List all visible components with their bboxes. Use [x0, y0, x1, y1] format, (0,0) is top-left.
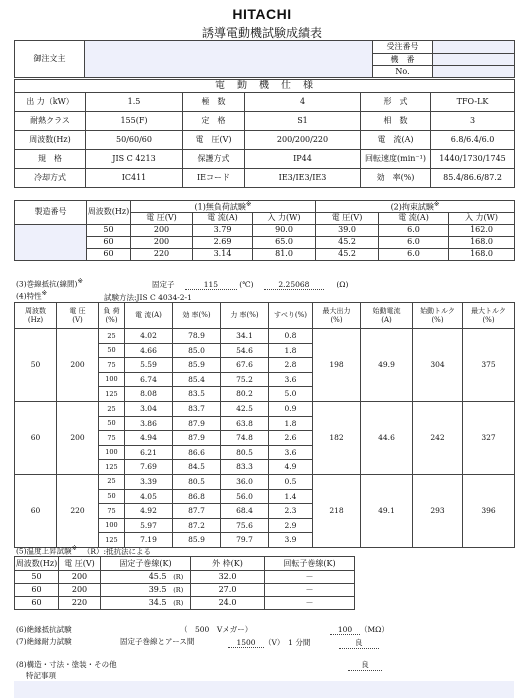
perf-cell: 2.8	[269, 358, 313, 373]
perf-cell: 56.0	[221, 489, 269, 504]
perf-cell: 125	[99, 533, 125, 548]
insulation-resistance-label: (6)絶縁抵抗試験	[16, 625, 72, 634]
perf-cell: 0.8	[269, 329, 313, 344]
perf-col-header: 最大出力 (%)	[313, 303, 361, 329]
winding-resistance-line: (3)巻線抵抗(線間)※	[16, 278, 83, 289]
no-field	[433, 66, 515, 78]
perf-cell: 25	[99, 401, 125, 416]
temp-cell: 50	[15, 571, 59, 584]
spec-value: IC411	[86, 169, 183, 188]
perf-cell: 86.8	[173, 489, 221, 504]
spec-value: 1440/1730/1745	[431, 150, 515, 169]
noload-cell: 168.0	[449, 236, 515, 248]
perf-freq: 60	[15, 474, 57, 547]
perf-col-header: 電 圧 (V)	[57, 303, 99, 329]
spec-label: 電 流(A)	[361, 131, 431, 150]
perf-cell: 6.21	[125, 445, 173, 460]
perf-cell: 100	[99, 445, 125, 460]
noload-cell: 65.0	[253, 236, 316, 248]
serial-no-field	[15, 224, 87, 260]
withstand-desc: 固定子巻線とアース間	[120, 637, 195, 646]
receipt-no-label: 受注番号	[373, 41, 433, 54]
perf-voltage: 220	[57, 474, 99, 547]
receipt-no-field	[433, 41, 515, 54]
spec-label: 保護方式	[183, 150, 245, 169]
machine-no-label: 機 番	[373, 54, 433, 66]
spec-value: TFO-LK	[431, 93, 515, 112]
characteristics-label: (4)特性※	[16, 290, 47, 301]
perf-cell: 5.0	[269, 387, 313, 402]
perf-start-i: 44.6	[361, 401, 413, 474]
perf-voltage: 200	[57, 329, 99, 402]
noload-cell: 168.0	[449, 248, 515, 260]
insulation-value: 100 （MΩ）	[330, 624, 389, 635]
spec-value: JIS C 4213	[86, 150, 183, 169]
spec-title: 電 動 機 仕 様	[15, 80, 515, 93]
structure-result: 良	[348, 659, 382, 671]
order-table	[14, 40, 515, 78]
perf-cell: 83.7	[173, 401, 221, 416]
noload-cell: 3.14	[193, 248, 253, 260]
perf-cell: 75.6	[221, 518, 269, 533]
perf-cell: 86.6	[173, 445, 221, 460]
noload-col-header: 入 力(W)	[449, 212, 515, 224]
document-title: 誘導電動機試験成績表	[201, 26, 322, 40]
perf-freq: 60	[15, 401, 57, 474]
perf-col-header: 最大トルク (%)	[463, 303, 515, 329]
noload-cell: 81.0	[253, 248, 316, 260]
perf-col-header: すべり(%)	[269, 303, 313, 329]
perf-cell: 3.6	[269, 372, 313, 387]
spec-value: 1.5	[86, 93, 183, 112]
structure-label: (8)構造・寸法・塗装・その他	[16, 660, 117, 669]
perf-cell: 74.8	[221, 431, 269, 446]
temp-cell: －	[265, 571, 355, 584]
temp-col-header: 外 枠(K)	[191, 557, 265, 571]
temp-cell: －	[265, 584, 355, 597]
spec-label: 冷却方式	[15, 169, 86, 188]
company-logo: HITACHI	[232, 6, 292, 22]
perf-cell: 2.3	[269, 504, 313, 519]
perf-cell: 1.8	[269, 416, 313, 431]
perf-cell: 87.9	[173, 431, 221, 446]
perf-cell: 50	[99, 489, 125, 504]
perf-cell: 1.4	[269, 489, 313, 504]
spec-label: 相 数	[361, 112, 431, 131]
temp-cell: 34.5	[101, 597, 167, 610]
perf-start-t: 293	[413, 474, 463, 547]
perf-freq: 50	[15, 329, 57, 402]
spec-value: S1	[245, 112, 361, 131]
perf-cell: 6.74	[125, 372, 173, 387]
perf-voltage: 200	[57, 401, 99, 474]
serial-no-label: 製造番号	[15, 201, 87, 225]
temp-cell: 27.0	[191, 584, 265, 597]
perf-cell: 85.0	[173, 343, 221, 358]
perf-cell: 5.59	[125, 358, 173, 373]
perf-max-t: 327	[463, 401, 515, 474]
spec-label: 定 格	[183, 112, 245, 131]
perf-cell: 1.8	[269, 343, 313, 358]
perf-cell: 7.19	[125, 533, 173, 548]
noload-col-header: 電 流(A)	[379, 212, 449, 224]
noload-cell: 200	[131, 224, 193, 236]
noload-col-header: 入 力(W)	[253, 212, 316, 224]
perf-cell: 4.05	[125, 489, 173, 504]
perf-cell: 4.94	[125, 431, 173, 446]
noload-table	[14, 200, 515, 261]
perf-cell: 100	[99, 372, 125, 387]
perf-cell: 85.9	[173, 533, 221, 548]
perf-cell: 83.3	[221, 460, 269, 475]
temperature-rise-label: (5)温度上昇試験※ （R）:抵抗法による	[16, 545, 152, 556]
temp-cell: 24.0	[191, 597, 265, 610]
temp-col-header: 回転子巻線(K)	[265, 557, 355, 571]
perf-cell: 80.2	[221, 387, 269, 402]
perf-cell: 87.2	[173, 518, 221, 533]
perf-cell: 68.4	[221, 504, 269, 519]
perf-cell: 125	[99, 387, 125, 402]
noload-cell: 2.69	[193, 236, 253, 248]
perf-cell: 85.9	[173, 358, 221, 373]
perf-cell: 87.7	[173, 504, 221, 519]
perf-cell: 63.8	[221, 416, 269, 431]
noload-cell: 45.2	[316, 248, 379, 260]
perf-cell: 25	[99, 329, 125, 344]
perf-max-t: 375	[463, 329, 515, 402]
noload-cell: 60	[87, 248, 131, 260]
spec-value: 85.4/86.6/87.2	[431, 169, 515, 188]
temp-cell: －	[265, 597, 355, 610]
perf-cell: 80.5	[173, 474, 221, 489]
perf-cell: 75	[99, 504, 125, 519]
temp-col-header: 電 圧(V)	[59, 557, 101, 571]
noload-cell: 6.0	[379, 236, 449, 248]
noload-col-header: 電 圧(V)	[131, 212, 193, 224]
temp-col-header: 周波数(Hz)	[15, 557, 59, 571]
spec-label: 出 力（kW）	[15, 93, 86, 112]
perf-col-header: 電 流(A)	[125, 303, 173, 329]
perf-cell: 50	[99, 416, 125, 431]
perf-cell: 0.5	[269, 474, 313, 489]
perf-cell: 84.5	[173, 460, 221, 475]
perf-cell: 25	[99, 474, 125, 489]
spec-value: 200/200/220	[245, 131, 361, 150]
perf-cell: 67.6	[221, 358, 269, 373]
noload-cell: 3.79	[193, 224, 253, 236]
perf-cell: 34.1	[221, 329, 269, 344]
perf-cell: 87.9	[173, 416, 221, 431]
machine-no-field	[433, 54, 515, 66]
perf-cell: 36.0	[221, 474, 269, 489]
noload-cell: 39.0	[316, 224, 379, 236]
noload-cell: 60	[87, 236, 131, 248]
perf-cell: 7.69	[125, 460, 173, 475]
spec-value: 4	[245, 93, 361, 112]
noload-cell: 45.2	[316, 236, 379, 248]
perf-cell: 100	[99, 518, 125, 533]
perf-cell: 80.5	[221, 445, 269, 460]
noload-cell: 162.0	[449, 224, 515, 236]
perf-maxout: 182	[313, 401, 361, 474]
noload-cell: 220	[131, 248, 193, 260]
perf-maxout: 198	[313, 329, 361, 402]
temp-cell: 39.5	[101, 584, 167, 597]
spec-label: 形 式	[361, 93, 431, 112]
perf-cell: 78.9	[173, 329, 221, 344]
perf-cell: 0.9	[269, 401, 313, 416]
perf-cell: 3.9	[269, 533, 313, 548]
performance-table	[14, 302, 515, 548]
temp-cell: 200	[59, 571, 101, 584]
spec-value: IE3/IE3/IE3	[245, 169, 361, 188]
temperature-table	[14, 556, 355, 610]
spec-label: 回転速度(min⁻¹)	[361, 150, 431, 169]
perf-cell: 54.6	[221, 343, 269, 358]
perf-col-header: 始動電流 (A)	[361, 303, 413, 329]
spec-label: IEコード	[183, 169, 245, 188]
perf-cell: 42.5	[221, 401, 269, 416]
temp-cell: 60	[15, 597, 59, 610]
temp-cell: (R)	[167, 597, 191, 610]
perf-col-header: 周波数 (Hz)	[15, 303, 57, 329]
spec-value: 6.8/6.4/6.0	[431, 131, 515, 150]
temp-cell: 200	[59, 584, 101, 597]
perf-cell: 3.39	[125, 474, 173, 489]
perf-cell: 4.02	[125, 329, 173, 344]
spec-value: 3	[431, 112, 515, 131]
withstand-values: 1500 （V） 1 分間 良	[228, 637, 379, 649]
spec-table	[14, 79, 515, 188]
no-label: No.	[373, 66, 433, 78]
noload-cell: 6.0	[379, 248, 449, 260]
customer-label: 御注文主	[15, 41, 85, 78]
perf-max-t: 396	[463, 474, 515, 547]
perf-start-i: 49.9	[361, 329, 413, 402]
withstand-label: (7)絶縁耐力試験	[16, 637, 72, 646]
noload-group-label: (1)無負荷試験※	[131, 201, 316, 213]
spec-value: IP44	[245, 150, 361, 169]
perf-cell: 4.9	[269, 460, 313, 475]
noload-cell: 90.0	[253, 224, 316, 236]
spec-label: 電 圧(V)	[183, 131, 245, 150]
spec-label: 耐熱クラス	[15, 112, 86, 131]
perf-maxout: 218	[313, 474, 361, 547]
freq-label: 周波数(Hz)	[87, 201, 131, 225]
insulation-megger: （ 500 Vメガー）	[180, 625, 253, 634]
perf-cell: 83.5	[173, 387, 221, 402]
perf-start-t: 304	[413, 329, 463, 402]
perf-col-header: 負 荷 (%)	[99, 303, 125, 329]
perf-cell: 2.9	[269, 518, 313, 533]
temp-cell: (R)	[167, 571, 191, 584]
remarks-field	[14, 681, 514, 698]
noload-cell: 50	[87, 224, 131, 236]
perf-cell: 2.6	[269, 431, 313, 446]
perf-cell: 75.2	[221, 372, 269, 387]
temp-cell: 45.5	[101, 571, 167, 584]
noload-col-header: 電 流(A)	[193, 212, 253, 224]
perf-col-header: 始動トルク (%)	[413, 303, 463, 329]
perf-cell: 5.97	[125, 518, 173, 533]
perf-cell: 75	[99, 431, 125, 446]
noload-cell: 200	[131, 236, 193, 248]
perf-start-i: 49.1	[361, 474, 413, 547]
remarks-label: 特記事項	[26, 671, 56, 680]
temp-cell: 60	[15, 584, 59, 597]
perf-cell: 125	[99, 460, 125, 475]
test-method: 試験方法:JIS C 4034-2-1	[104, 293, 192, 302]
temp-cell: (R)	[167, 584, 191, 597]
perf-start-t: 242	[413, 401, 463, 474]
locked-group-label: (2)拘束試験※	[316, 201, 515, 213]
perf-cell: 8.08	[125, 387, 173, 402]
spec-value: 50/60/60	[86, 131, 183, 150]
perf-cell: 3.6	[269, 445, 313, 460]
noload-cell: 6.0	[379, 224, 449, 236]
spec-label: 効 率(%)	[361, 169, 431, 188]
spec-value: 155(F)	[86, 112, 183, 131]
perf-cell: 75	[99, 358, 125, 373]
spec-label: 周波数(Hz)	[15, 131, 86, 150]
temp-cell: 32.0	[191, 571, 265, 584]
perf-cell: 85.4	[173, 372, 221, 387]
perf-col-header: 効 率(%)	[173, 303, 221, 329]
perf-cell: 4.92	[125, 504, 173, 519]
perf-cell: 4.66	[125, 343, 173, 358]
temp-col-header: 固定子巻線(K)	[101, 557, 191, 571]
customer-field	[85, 41, 373, 78]
resistance-values: 固定子 115 (℃) 2.25068 (Ω)	[152, 280, 349, 289]
perf-cell: 3.04	[125, 401, 173, 416]
noload-col-header: 電 圧(V)	[316, 212, 379, 224]
spec-label: 極 数	[183, 93, 245, 112]
spec-label: 規 格	[15, 150, 86, 169]
perf-col-header: 力 率(%)	[221, 303, 269, 329]
perf-cell: 50	[99, 343, 125, 358]
perf-cell: 3.86	[125, 416, 173, 431]
temp-cell: 220	[59, 597, 101, 610]
perf-cell: 79.7	[221, 533, 269, 548]
